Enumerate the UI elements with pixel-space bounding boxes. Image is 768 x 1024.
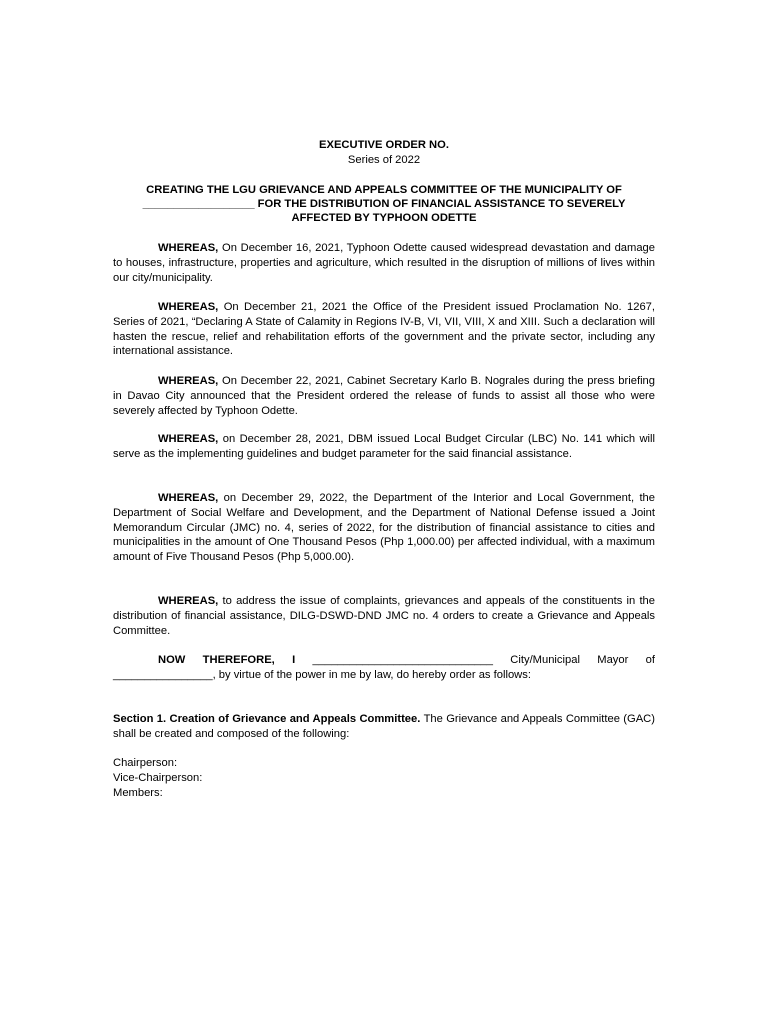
order-title: EXECUTIVE ORDER NO. xyxy=(319,139,449,151)
whereas-clause-5 xyxy=(113,491,655,565)
subject-line-1: CREATING THE LGU GRIEVANCE AND APPEALS COMMITTEE OF THE MUNICIPALITY OF xyxy=(146,184,622,196)
whereas-clause-3 xyxy=(113,374,655,418)
whereas-lead: WHEREAS, xyxy=(158,375,219,387)
now-therefore-lead: NOW THEREFORE, I xyxy=(158,654,296,666)
whereas-lead: WHEREAS, xyxy=(158,242,219,254)
whereas-text: on December 29, 2022, the Department of the Interior and Local Government, the Department of Social Welfare and Development, and the Department of National Defense issued a Joint Memorandum Circular (JMC) no. 4, series of 2022, for the distribution of financial assistance to cities and municipalities in the amount of One Thousand Pesos (Php 1,000.00) per affected individual, with a maximum amount of Five Thousand Pesos (Php 5,000.00). xyxy=(113,492,656,564)
mayor-name-blank: _____________________________ xyxy=(312,654,493,666)
vice-chairperson-label: Vice-Chairperson: xyxy=(113,772,203,784)
whereas-clause-1 xyxy=(113,241,655,285)
subject-line-2 xyxy=(113,197,655,212)
whereas-clause-4 xyxy=(113,432,655,462)
whereas-text: to address the issue of complaints, grievances and appeals of the constituents in the distribution of financial assistance, DILG-DSWD-DND JMC no. 4 orders to create a Grievance and Appeals Committee. xyxy=(113,595,656,637)
members-label: Members: xyxy=(113,787,163,799)
whereas-clause-2 xyxy=(113,300,655,359)
chairperson-label: Chairperson: xyxy=(113,757,178,769)
whereas-lead: WHEREAS, xyxy=(158,492,219,504)
now-therefore-tail: , by virtue of the power in me by law, do hereby order as follows: xyxy=(212,668,531,681)
whereas-text: On December 16, 2021, Typhoon Odette caused widespread devastation and damage to houses, infrastructure, properties and agriculture, which resulted in the disruption of millions of lives within our city/municipality. xyxy=(113,242,655,284)
subject-line-3: AFFECTED BY TYPHOON ODETTE xyxy=(291,212,477,224)
mayor-title: City/Municipal Mayor of xyxy=(510,654,655,666)
whereas-text: on December 28, 2021, DBM issued Local Budget Circular (LBC) No. 141 which will serve as the implementing guidelines and budget parameter for the said financial assistance. xyxy=(113,433,656,460)
whereas-clause-6 xyxy=(113,594,655,638)
now-therefore-clause xyxy=(113,653,655,683)
municipality-name-blank: ________________ xyxy=(113,668,213,681)
subject-line-2-text: FOR THE DISTRIBUTION OF FINANCIAL ASSISTANCE TO SEVERELY xyxy=(257,198,626,210)
whereas-text: On December 22, 2021, Cabinet Secretary Karlo B. Nograles during the press briefing in Davao City announced that the President ordered the release of funds to assist all those who were severely affected by Typhoon Odette. xyxy=(113,375,655,417)
whereas-text: On December 21, 2021 the Office of the President issued Proclamation No. 1267, Series of 2021, “Declaring A State of Calamity in Regions IV-B, VI, VII, VIII, X and XIII. Such a declaration will hasten the rescue, relief and rehabilitation efforts of the government and the private sector, including any international assistance. xyxy=(113,301,655,358)
whereas-lead: WHEREAS, xyxy=(158,433,219,445)
whereas-lead: WHEREAS, xyxy=(158,301,219,313)
section-1 xyxy=(113,712,655,742)
committee-roster xyxy=(113,756,413,801)
order-series: Series of 2022 xyxy=(347,154,421,166)
section-1-text: The Grievance and Appeals Committee (GAC) shall be created and composed of the following: xyxy=(113,713,655,740)
municipality-blank: __________________ xyxy=(142,198,255,210)
section-1-heading: Section 1. Creation of Grievance and Appeals Committee. xyxy=(113,713,421,725)
whereas-lead: WHEREAS, xyxy=(158,595,219,607)
